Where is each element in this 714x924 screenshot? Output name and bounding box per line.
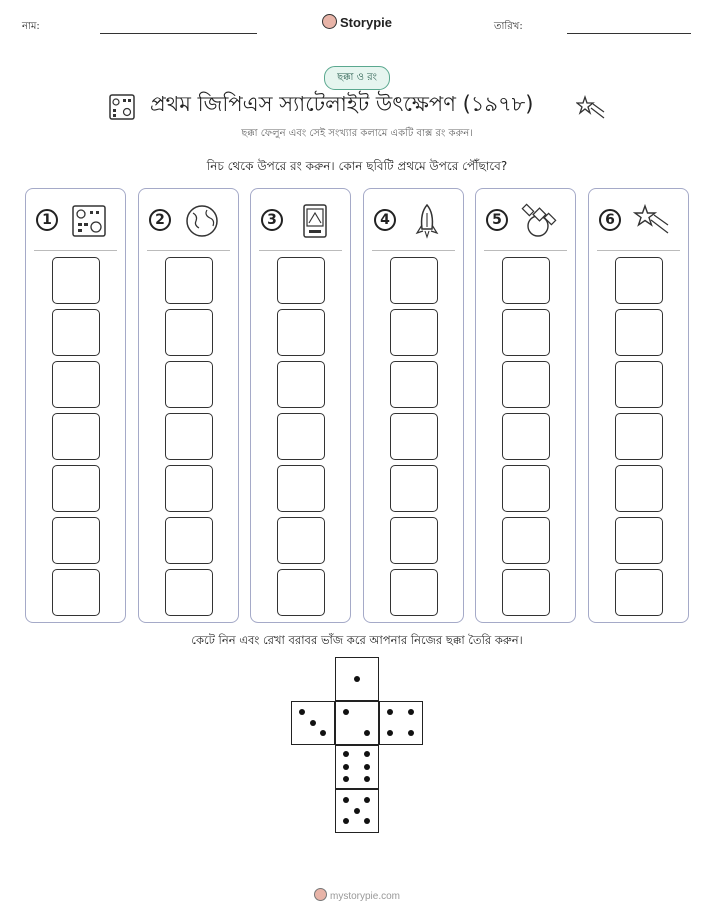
date-label: তারিখ:: [494, 21, 523, 32]
column-number: 1: [36, 209, 58, 231]
column-6: [588, 188, 689, 623]
column-number: 3: [261, 209, 283, 231]
column-1: [25, 188, 126, 623]
dice-face-6: [335, 745, 379, 789]
color-box[interactable]: [390, 257, 438, 304]
footer: [0, 888, 714, 902]
category-tag: ছক্কা ও রং: [324, 66, 390, 90]
control-panel-icon: [108, 93, 136, 121]
column-divider: [147, 250, 230, 251]
dice-pip: [343, 797, 349, 803]
dice-pip: [364, 751, 370, 757]
dice-face-2: [335, 701, 379, 745]
dice-face-4: [379, 701, 423, 745]
gps-device-icon: [295, 203, 333, 239]
color-box[interactable]: [502, 569, 550, 616]
color-box[interactable]: [390, 517, 438, 564]
instruction: নিচ থেকে উপরে রং করুন। কোন ছবিটি প্রথমে উপরে পৌঁছাবে?: [206, 159, 508, 173]
color-box[interactable]: [52, 465, 100, 512]
color-box[interactable]: [52, 257, 100, 304]
color-box[interactable]: [52, 413, 100, 460]
column-4: [363, 188, 464, 623]
color-box[interactable]: [390, 569, 438, 616]
dice-pip: [408, 709, 414, 715]
color-box[interactable]: [615, 361, 663, 408]
color-box[interactable]: [165, 465, 213, 512]
color-box[interactable]: [390, 465, 438, 512]
column-3: [250, 188, 351, 623]
column-divider: [34, 250, 117, 251]
storypie-logo-icon: [322, 14, 337, 29]
color-box[interactable]: [615, 309, 663, 356]
color-box[interactable]: [615, 413, 663, 460]
color-box[interactable]: [502, 413, 550, 460]
column-header: [251, 203, 350, 239]
dice-face-1: [335, 657, 379, 701]
control-panel-icon: [70, 203, 108, 239]
color-box[interactable]: [165, 413, 213, 460]
cut-instruction: কেটে নিন এবং রেখা বরাবর ভাঁজ করে আপনার নিজের ছক্কা তৈরি করুন।: [191, 633, 523, 647]
color-box[interactable]: [277, 569, 325, 616]
dice-pip: [387, 730, 393, 736]
column-number: 6: [599, 209, 621, 231]
dice-face-5: [335, 789, 379, 833]
color-box[interactable]: [390, 413, 438, 460]
name-line[interactable]: [100, 33, 257, 34]
shooting-star-icon: [633, 203, 671, 239]
dice-pip: [343, 776, 349, 782]
dice-pip: [387, 709, 393, 715]
dice-pip: [364, 818, 370, 824]
column-5: [475, 188, 576, 623]
color-box[interactable]: [165, 569, 213, 616]
dice-face-3: [291, 701, 335, 745]
dice-pip: [299, 709, 305, 715]
color-box[interactable]: [165, 309, 213, 356]
color-box[interactable]: [277, 517, 325, 564]
color-box[interactable]: [52, 517, 100, 564]
color-box[interactable]: [615, 257, 663, 304]
color-box[interactable]: [502, 361, 550, 408]
column-divider: [597, 250, 680, 251]
color-box[interactable]: [502, 465, 550, 512]
dice-pip: [364, 764, 370, 770]
column-number: 4: [374, 209, 396, 231]
color-box[interactable]: [502, 517, 550, 564]
dice-pip: [320, 730, 326, 736]
dice-pip: [310, 720, 316, 726]
globe-icon: [183, 203, 221, 239]
page-title: প্রথম জিপিএস স্যাটেলাইট উৎক্ষেপণ (১৯৭৮): [150, 92, 534, 116]
color-box[interactable]: [165, 517, 213, 564]
satellite-icon: [520, 203, 558, 239]
column-header: [26, 203, 125, 239]
color-box[interactable]: [277, 309, 325, 356]
brand-name: Storypie: [339, 15, 392, 30]
column-header: [364, 203, 463, 239]
date-line[interactable]: [567, 33, 691, 34]
color-box[interactable]: [277, 257, 325, 304]
subtitle: ছক্কা ফেলুন এবং সেই সংখ্যার কলামে একটি বাক্স রং করুন।: [241, 128, 473, 139]
color-box[interactable]: [390, 361, 438, 408]
column-2: [138, 188, 239, 623]
name-label: নাম:: [22, 21, 40, 32]
dice-pip: [364, 730, 370, 736]
color-box[interactable]: [615, 465, 663, 512]
column-number: 2: [149, 209, 171, 231]
dice-pip: [364, 776, 370, 782]
brand: [0, 14, 714, 30]
color-box[interactable]: [615, 569, 663, 616]
rocket-icon: [408, 203, 446, 239]
dice-pip: [343, 818, 349, 824]
column-divider: [484, 250, 567, 251]
color-box[interactable]: [165, 361, 213, 408]
dice-pip: [343, 709, 349, 715]
dice-pip: [354, 676, 360, 682]
color-box[interactable]: [502, 309, 550, 356]
color-box[interactable]: [277, 413, 325, 460]
column-header: [589, 203, 688, 239]
color-box[interactable]: [52, 361, 100, 408]
dice-pip: [343, 751, 349, 757]
column-header: [139, 203, 238, 239]
column-divider: [259, 250, 342, 251]
footer-url: mystorypie.com: [329, 891, 400, 902]
column-number: 5: [486, 209, 508, 231]
column-divider: [372, 250, 455, 251]
color-box[interactable]: [52, 569, 100, 616]
column-header: [476, 203, 575, 239]
color-box[interactable]: [277, 465, 325, 512]
color-box[interactable]: [615, 517, 663, 564]
color-box[interactable]: [165, 257, 213, 304]
dice-pip: [408, 730, 414, 736]
color-box[interactable]: [502, 257, 550, 304]
storypie-logo-icon: [314, 888, 327, 901]
dice-pip: [343, 764, 349, 770]
color-box[interactable]: [52, 309, 100, 356]
color-box[interactable]: [277, 361, 325, 408]
dice-pip: [354, 808, 360, 814]
color-box[interactable]: [390, 309, 438, 356]
shooting-star-icon: [576, 94, 606, 122]
dice-pip: [364, 797, 370, 803]
